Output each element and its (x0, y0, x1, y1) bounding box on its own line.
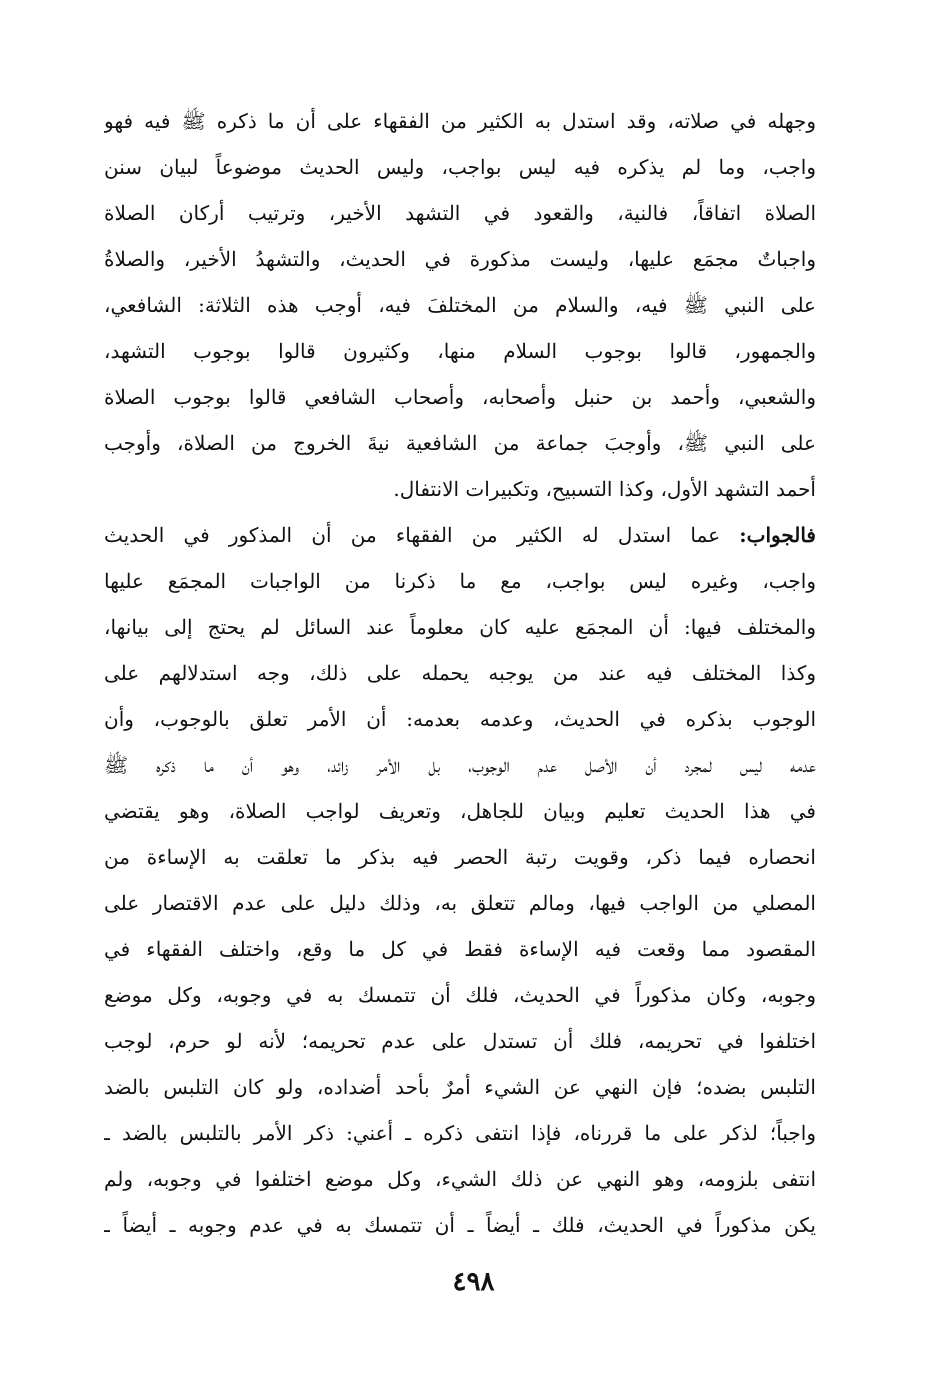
text-line-rest: عما استدل له الكثير من الفقهاء من أن المذكور في الحديث (104, 523, 740, 547)
text-line: الصلاة اتفاقاً، فالنية، والقعود في التشهد الأخير، وترتيب أركان الصلاة (104, 201, 816, 225)
body-text (104, 98, 816, 1248)
text-line: المقصود مما وقعت فيه الإساءة فقط في كل ما وقع، واختلف الفقهاء في (104, 937, 816, 961)
text-line: والمختلف فيها: أن المجمَع عليه كان معلوماً عند السائل لم يحتج إلى بيانها، (104, 615, 816, 639)
text-line: على النبي ﷺ، وأوجبَ جماعة من الشافعية نيةَ الخروج من الصلاة، وأوجب (104, 431, 816, 455)
text-line: أحمد التشهد الأول، وكذا التسبيح، وتكبيرات الانتفال. (393, 477, 816, 501)
text-line: في هذا الحديث تعليم وبيان للجاهل، وتعريف لواجب الصلاة، وهو يقتضي (104, 799, 816, 823)
text-line: والجمهور، قالوا بوجوب السلام منها، وكثيرون قالوا بوجوب التشهد، (104, 339, 816, 363)
text-line: وجهله في صلاته، وقد استدل به الكثير من الفقهاء على أن ما ذكره ﷺ فيه فهو (104, 109, 816, 133)
text-line: على النبي ﷺ فيه، والسلام من المختلفَ فيه، أوجب هذه الثلاثة: الشافعي، (104, 293, 816, 317)
text-line: والشعبي، وأحمد بن حنبل وأصحابه، وأصحاب الشافعي قالوا بوجوب الصلاة (104, 385, 816, 409)
text-line: واجب، وغيره ليس بواجب، مع ما ذكرنا من الواجبات المجمَع عليها (104, 569, 816, 593)
text-line: انحصاره فيما ذكر، وقويت رتبة الحصر فيه بذكر ما تعلقت به الإساءة من (104, 845, 816, 869)
text-line: عدمه ليس لمجرد أن الأصل عدم الوجوب، بل الأمر زائد، وهو أن ما ذكره ﷺ (104, 753, 816, 777)
text-line: اختلفوا في تحريمه، فلك أن تستدل على عدم تحريمه؛ لأنه لو حرم، لوجب (104, 1029, 816, 1053)
text-line: المصلي من الواجب فيها، ومالم تتعلق به، وذلك دليل على عدم الاقتصار على (104, 891, 816, 915)
text-line: يكن مذكوراً في الحديث، فلك ـ أيضاً ـ أن تتمسك به في عدم وجوبه ـ أيضاً ـ (104, 1213, 816, 1237)
answer-lead-word: فالجواب: (739, 523, 816, 547)
text-line: واجباً؛ لذكر على ما قررناه، فإذا انتفى ذكره ـ أعني: ذكر الأمر بالتلبس بالضد ـ (104, 1121, 816, 1145)
text-line: وجوبه، وكان مذكوراً في الحديث، فلك أن تتمسك به في وجوبه، وكل موضع (104, 983, 816, 1007)
text-line: انتفى بلزومه، وهو النهي عن ذلك الشيء، وكل موضع اختلفوا في وجوبه، ولم (104, 1167, 816, 1191)
text-line: التلبس بضده؛ فإن النهي عن الشيء أمرٌ بأحد أضداده، ولو كان التلبس بالضد (104, 1075, 816, 1099)
text-line: واجباتٌ مجمَع عليها، وليست مذكورة في الحديث، والتشهدُ الأخير، والصلاةُ (104, 247, 816, 271)
text-line-with-lead (104, 512, 816, 558)
page-number: ٤٩٨ (452, 1267, 495, 1297)
text-line: الوجوب بذكره في الحديث، وعدمه بعدمه: أن الأمر تعلق بالوجوب، وأن (104, 707, 816, 731)
text-line: وكذا المختلف فيه عند من يوجبه يحمله على ذلك، وجه استدلالهم على (104, 661, 816, 685)
text-line: واجب، وما لم يذكره فيه ليس بواجب، وليس الحديث موضوعاً لبيان سنن (104, 155, 816, 179)
